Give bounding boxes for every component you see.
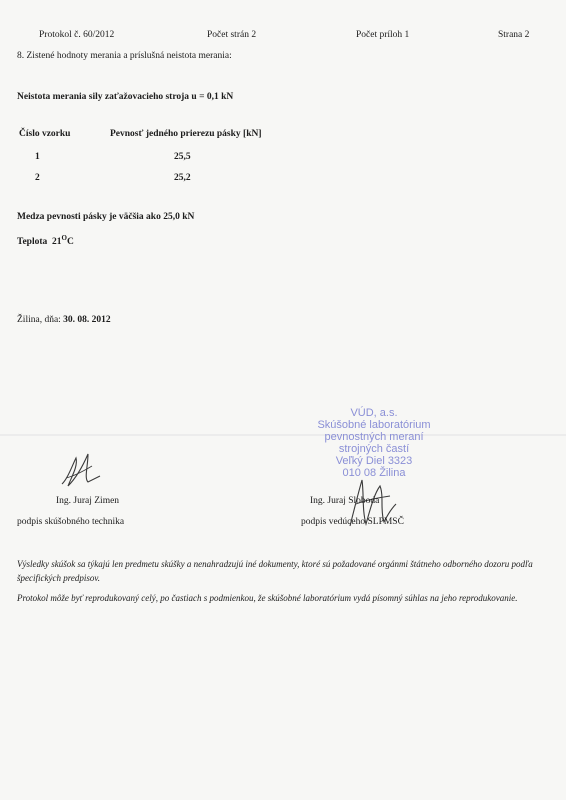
- place-date-value: 30. 08. 2012: [63, 315, 111, 325]
- stamp-line: VÚD, a.s.: [350, 407, 398, 419]
- section-title: 8. Zistené hodnoty merania a príslušná neistota merania:: [17, 51, 232, 61]
- table-cell-strength: 25,5: [174, 152, 191, 162]
- stamp-line: Skúšobné laboratórium: [317, 419, 431, 431]
- temperature-unit: C: [66, 237, 74, 248]
- temperature-degree: O: [61, 234, 67, 242]
- table-cell-sample: 1: [35, 152, 40, 162]
- table-cell-strength: 25,2: [174, 173, 191, 183]
- table-header-strength: Pevnosť jedného prierezu pásky [kN]: [110, 129, 262, 139]
- stamp-line: strojných častí: [338, 443, 410, 455]
- note-reproduction: Protokol môže byť reprodukovaný celý, po častiach s podmienkou, že skúšobné laboratórium vydá písomný súhlas na jeho reprodukovanie.: [17, 593, 518, 603]
- temperature-value: 21: [52, 237, 62, 248]
- signature-left-role: podpis skúšobného technika: [17, 517, 125, 527]
- header-attachment-count: Počet príloh 1: [356, 30, 410, 40]
- temperature-label: Teplota: [17, 237, 48, 248]
- signature-right-name: Ing. Juraj Sloboda: [310, 496, 380, 506]
- paper-crease: [0, 434, 566, 436]
- table-header-sample: Číslo vzorku: [19, 129, 71, 139]
- stamp-line: Veľký Diel 3323: [335, 455, 413, 467]
- signature-left: [58, 448, 102, 492]
- table-cell-sample: 2: [35, 173, 40, 183]
- note-results-scope: Výsledky skúšok sa týkajú len predmetu skúšky a nenahradzujú iné dokumenty, ktoré sú požadované orgánmi štátneho odborného dozoru podľa špecifických predpisov.: [17, 559, 533, 583]
- temperature-line: [17, 234, 74, 247]
- uncertainty-statement: Neistota merania sily zaťažovacieho stroja u = 0,1 kN: [17, 92, 234, 102]
- strength-limit-statement: Medza pevnosti pásky je väčšia ako 25,0 kN: [17, 212, 195, 222]
- signature-right-role: podpis vedúceho SLPMSČ: [301, 517, 404, 527]
- stamp-line: 010 08 Žilina: [342, 467, 406, 479]
- header-protocol-number: Protokol č. 60/2012: [39, 30, 115, 40]
- place-date-prefix: Žilina, dňa:: [17, 315, 61, 325]
- place-date: [17, 315, 111, 325]
- signature-left-name: Ing. Juraj Zimen: [56, 496, 120, 506]
- header-page-number: Strana 2: [498, 30, 530, 40]
- laboratory-stamp: [294, 407, 454, 479]
- stamp-line: pevnostných meraní: [324, 431, 424, 443]
- header-page-count: Počet strán 2: [207, 30, 257, 40]
